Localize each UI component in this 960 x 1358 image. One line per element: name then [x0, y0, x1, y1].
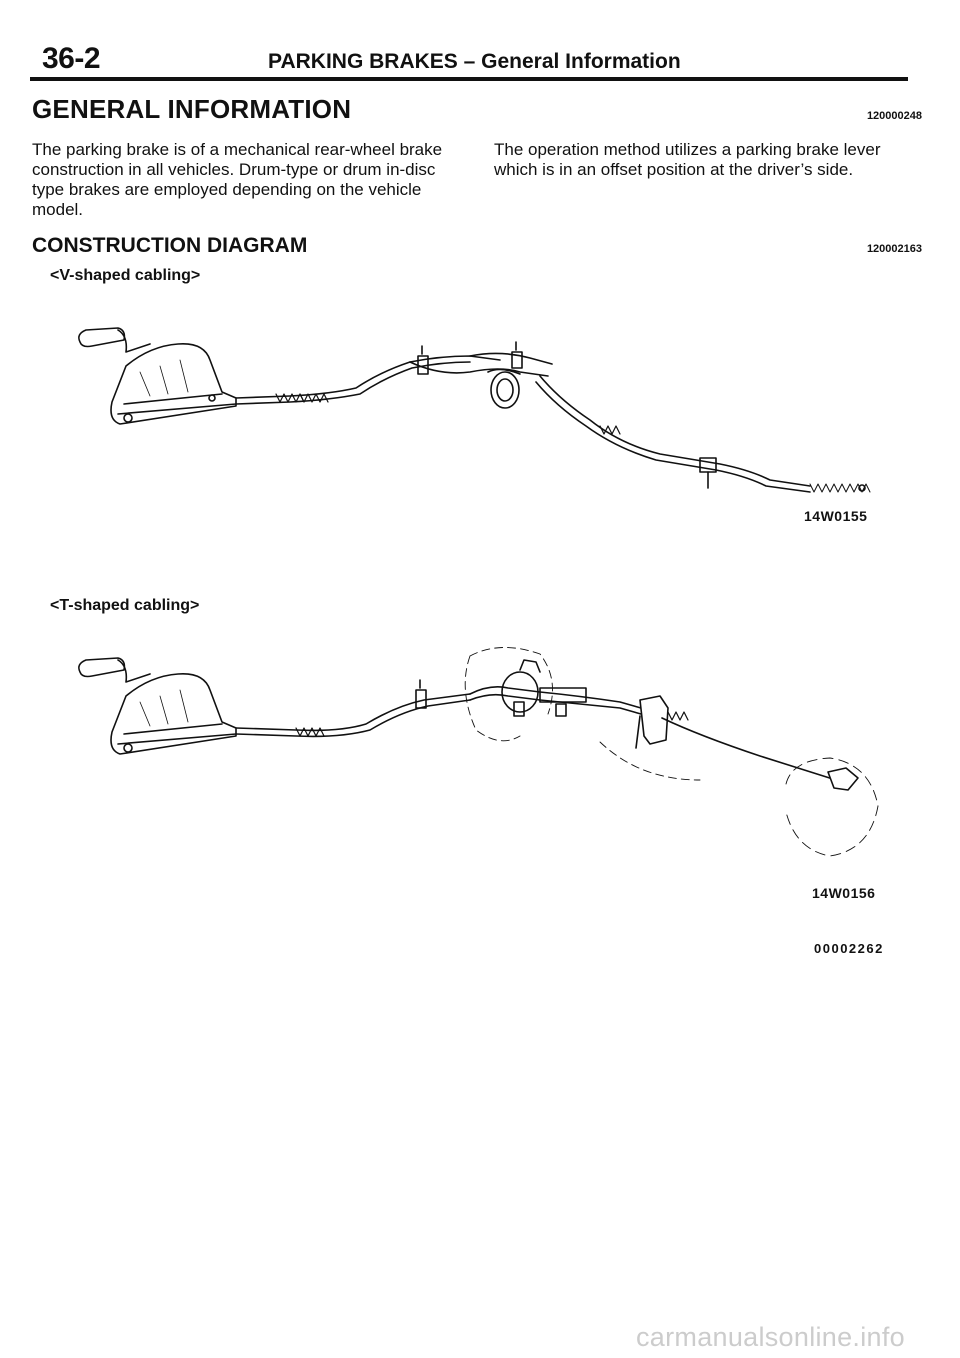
construction-diagram-heading: CONSTRUCTION DIAGRAM: [32, 234, 308, 257]
general-information-ref-code: 120000248: [866, 110, 922, 122]
v-shaped-figure-id: 14W0155: [804, 508, 868, 524]
t-shaped-cabling-label: <T-shaped cabling>: [50, 597, 200, 614]
header-title: PARKING BRAKES – General Information: [268, 50, 681, 73]
general-information-left-paragraph: The parking brake is of a mechanical rear-wheel brake construction in all vehicles. Drum-type or drum in-disc type brakes are employed depending on the vehicle model.: [32, 140, 443, 219]
v-shaped-cabling-label: <V-shaped cabling>: [50, 267, 201, 284]
page-number: 36-2: [42, 42, 101, 75]
t-shaped-figure-id: 14W0156: [812, 885, 876, 901]
watermark: carmanualsonline.info: [636, 1322, 905, 1352]
document-id: 00002262: [814, 941, 884, 956]
construction-diagram-ref-code: 120002163: [866, 243, 922, 255]
general-information-right-paragraph: The operation method utilizes a parking brake lever which is in an offset position at the driver’s side.: [494, 140, 881, 179]
general-information-heading: GENERAL INFORMATION: [32, 94, 352, 124]
